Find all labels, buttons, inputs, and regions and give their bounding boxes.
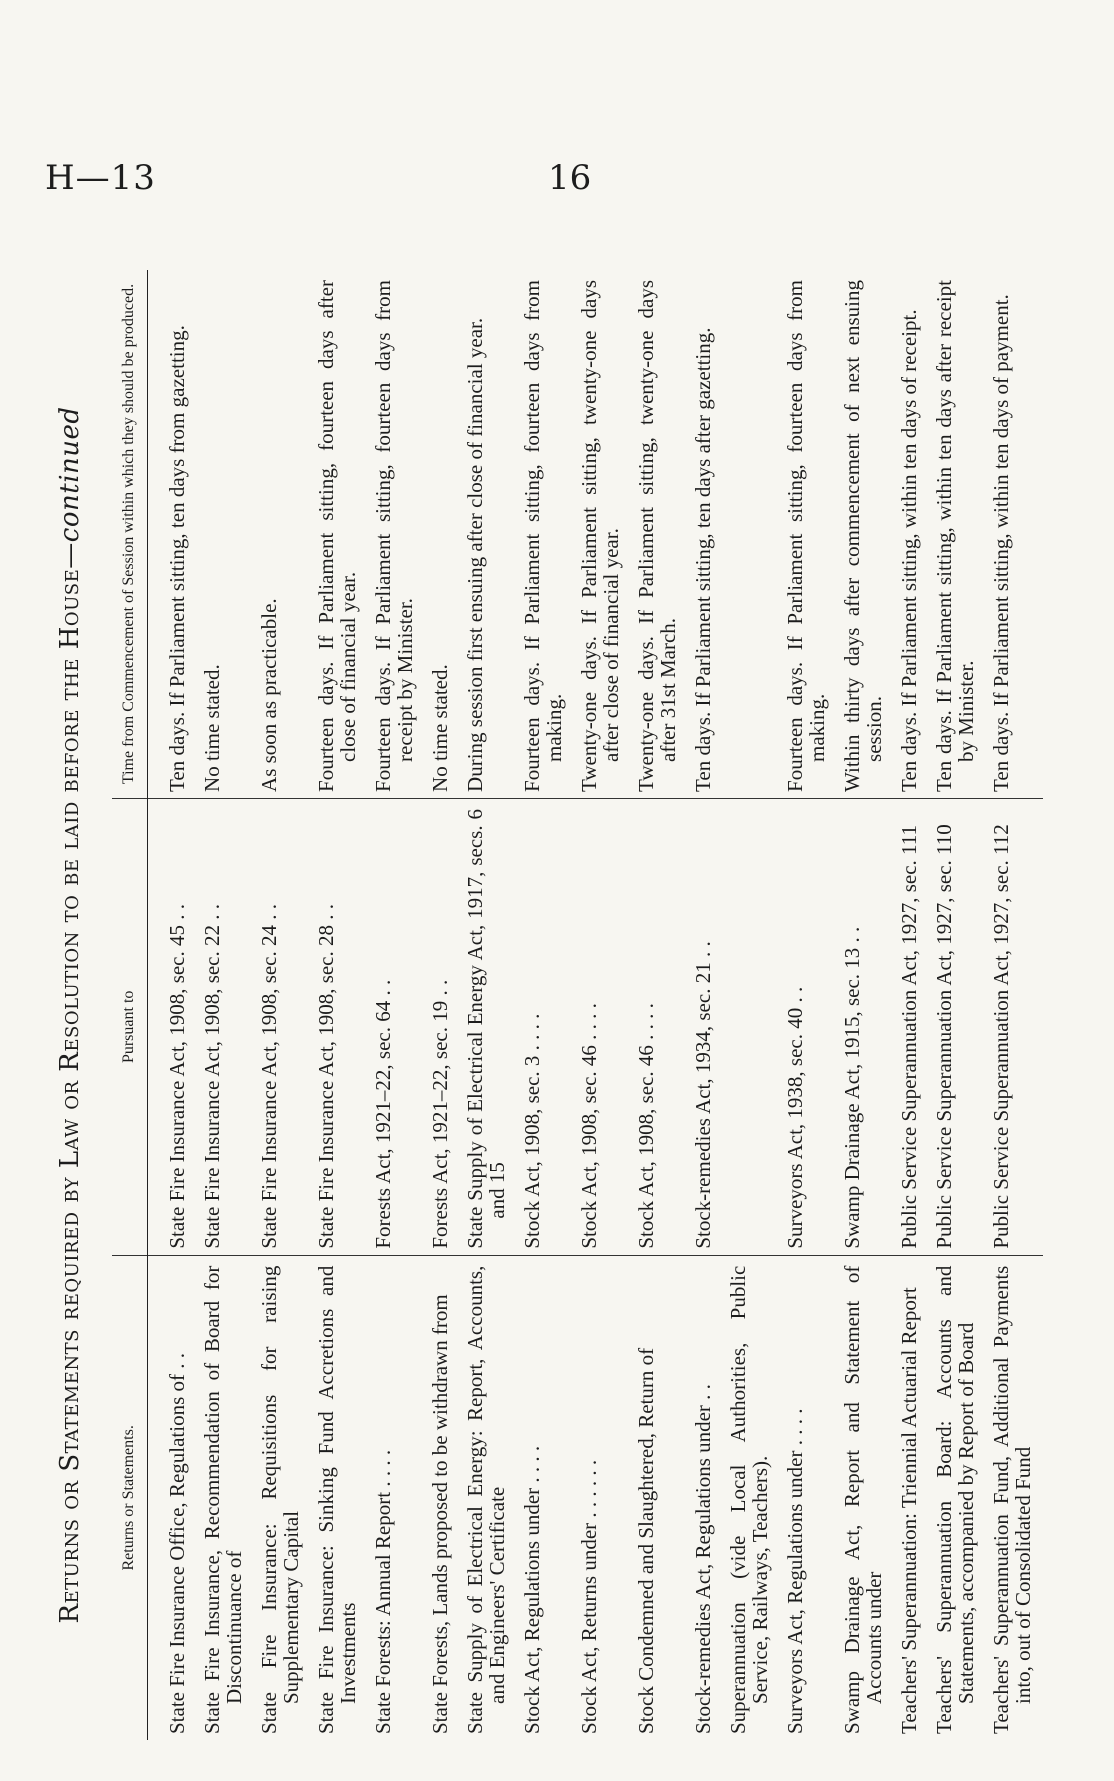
table-body (148, 270, 1044, 1740)
cell-returns: Stock Act, Regulations under . . . . (517, 1255, 574, 1740)
cell-time: Ten days. If Parliament sitting, ten days after gazetting. (691, 327, 715, 792)
cell-returns: Stock Act, Returns under . . . . . . (574, 1255, 631, 1740)
cell-time: Ten days. If Parliament sitting, ten days from gazetting. (165, 325, 189, 792)
cell-time (723, 270, 780, 798)
table-row (368, 270, 425, 1740)
cell-pursuant: Swamp Drainage Act, 1915, sec. 13 . . (837, 798, 894, 1255)
cell-pursuant: Forests Act, 1921–22, sec. 64 . . (368, 798, 425, 1255)
cell-returns: Teachers' Superannuation Fund, Additional Payments into, out of Consolidated Fund (986, 1255, 1043, 1740)
cell-pursuant: Surveyors Act, 1938, sec. 40 . . (780, 798, 837, 1255)
cell-pursuant: State Fire Insurance Act, 1908, sec. 28 . . (311, 798, 368, 1255)
cell-time: During session first ensuing after close of financial year. (463, 317, 487, 792)
cell-time: Fourteen days. If Parliament sitting, fourteen days from making. (520, 280, 566, 792)
table-row (148, 270, 198, 1740)
cell-returns: Stock Condemned and Slaughtered, Return of (631, 1255, 688, 1740)
cell-returns: Surveyors Act, Regulations under . . . . (780, 1255, 837, 1740)
table-row (986, 270, 1043, 1740)
table-row (631, 270, 688, 1740)
table-row (837, 270, 894, 1740)
cell-pursuant: State Fire Insurance Act, 1908, sec. 24 . . (254, 798, 311, 1255)
table-row (197, 270, 254, 1740)
table-row (254, 270, 311, 1740)
cell-pursuant: Stock Act, 1908, sec. 46 . . . . (574, 798, 631, 1255)
cell-time: Ten days. If Parliament sitting, within ten days of receipt. (897, 309, 921, 792)
table-row (517, 270, 574, 1740)
col-header-time: Time from Commencement of Session within which they should be produced. (112, 270, 148, 798)
cell-pursuant: State Supply of Electrical Energy Act, 1917, secs. 6 and 15 (460, 798, 517, 1255)
cell-time: As soon as practicable. (257, 598, 281, 792)
cell-pursuant: Public Service Superannuation Act, 1927, sec. 110 (929, 798, 986, 1255)
cell-pursuant: Public Service Superannuation Act, 1927, sec. 112 (986, 798, 1043, 1255)
table-title (52, 270, 88, 1760)
table-row (425, 270, 460, 1740)
cell-returns: Superannuation (vide Local Authorities, Public Service, Railways, Teachers). (723, 1255, 780, 1740)
col-header-pursuant: Pursuant to (112, 798, 148, 1255)
cell-returns: State Fire Insurance: Requisitions for raising Supplementary Capital (254, 1255, 311, 1740)
cell-pursuant: Public Service Superannuation Act, 1927, sec. 111 (894, 798, 929, 1255)
cell-time: Within thirty days after commencement of next ensuing session. (840, 280, 886, 792)
table-row (460, 270, 517, 1740)
cell-returns: Teachers' Superannuation Board: Accounts and Statements, accompanied by Report of Board (929, 1255, 986, 1740)
title-main: Returns or Statements required by Law or Resolution to be laid before the House— (55, 542, 85, 1624)
cell-returns: State Fire Insurance, Recommendation of Board for Discontinuance of (197, 1255, 254, 1740)
table-row (688, 270, 723, 1740)
cell-pursuant: Stock Act, 1908, sec. 3 . . . . (517, 798, 574, 1255)
cell-returns: Stock-remedies Act, Regulations under . . (688, 1255, 723, 1740)
cell-time: No time stated. (200, 664, 224, 792)
cell-time: Fourteen days. If Parliament sitting, fourteen days from receipt by Minister. (371, 280, 417, 792)
cell-time: Ten days. If Parliament sitting, within ten days of payment. (989, 294, 1013, 792)
cell-time: Fourteen days. If Parliament sitting, fourteen days from making. (783, 280, 829, 792)
table-row (929, 270, 986, 1740)
cell-returns: State Fire Insurance: Sinking Fund Accretions and Investments (311, 1255, 368, 1740)
returns-table (112, 270, 1043, 1740)
cell-time: Ten days. If Parliament sitting, within ten days after receipt by Minister. (932, 280, 978, 792)
cell-returns: State Forests: Annual Report . . . . (368, 1255, 425, 1740)
cell-pursuant: State Fire Insurance Act, 1908, sec. 22 . . (197, 798, 254, 1255)
table-row (574, 270, 631, 1740)
title-continued: continued (55, 406, 85, 543)
cell-pursuant: State Fire Insurance Act, 1908, sec. 45 . . (148, 798, 198, 1255)
page-header-left: H—13 (45, 158, 156, 198)
page-number: 16 (548, 158, 592, 198)
col-header-returns: Returns or Statements. (112, 1255, 148, 1740)
cell-pursuant: Stock Act, 1908, sec. 46 . . . . (631, 798, 688, 1255)
cell-returns: Teachers' Superannuation: Triennial Actuarial Report (894, 1255, 929, 1740)
cell-returns: Swamp Drainage Act, Report and Statement of Accounts under (837, 1255, 894, 1740)
cell-returns: State Supply of Electrical Energy: Report, Accounts, and Engineers' Certificate (460, 1255, 517, 1740)
cell-returns: State Forests, Lands proposed to be withdrawn from (425, 1255, 460, 1740)
table-row (780, 270, 837, 1740)
cell-time: Fourteen days. If Parliament sitting, fourteen days after close of financial year. (314, 280, 360, 792)
cell-returns: State Fire Insurance Office, Regulations of . . (148, 1255, 198, 1740)
cell-time: Twenty-one days. If Parliament sitting, twenty-one days after 31st March. (634, 280, 680, 792)
table-row (311, 270, 368, 1740)
cell-time: No time stated. (428, 664, 452, 792)
table-row (894, 270, 929, 1740)
cell-pursuant: Forests Act, 1921–22, sec. 19 . . (425, 798, 460, 1255)
table-row (723, 270, 780, 1740)
rotated-page-content (52, 270, 1057, 1760)
cell-pursuant (723, 798, 780, 1255)
table-header-row (112, 270, 148, 1740)
cell-pursuant: Stock-remedies Act, 1934, sec. 21 . . (688, 798, 723, 1255)
cell-time: Twenty-one days. If Parliament sitting, twenty-one days after close of financial year. (577, 280, 623, 792)
